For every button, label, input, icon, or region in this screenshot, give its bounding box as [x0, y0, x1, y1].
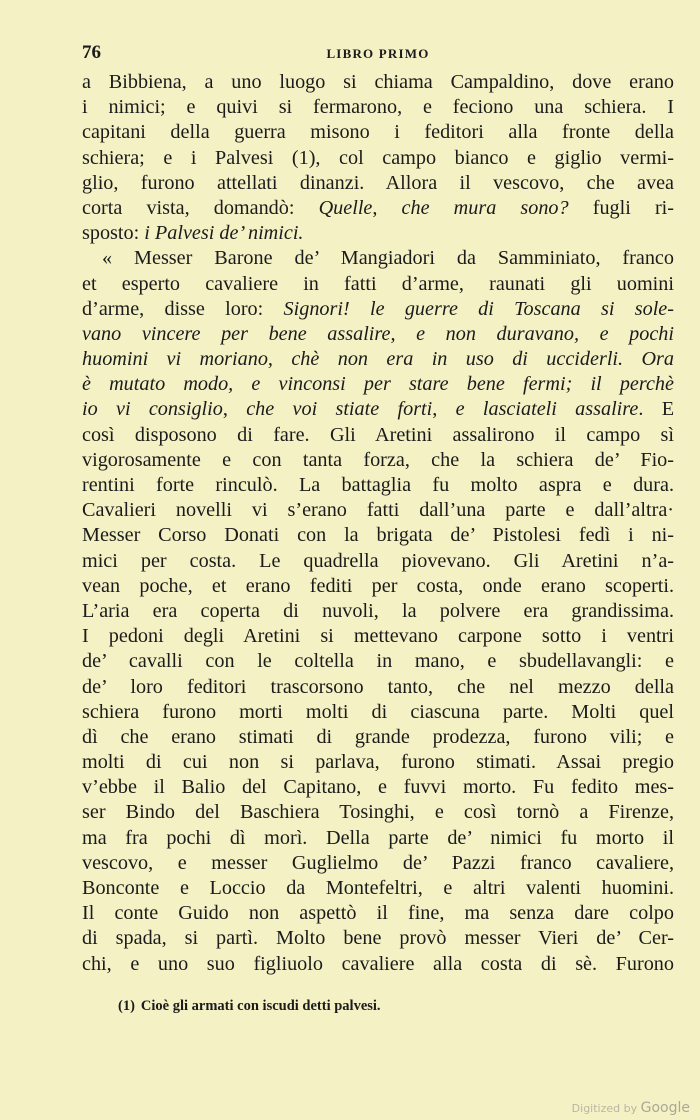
text-line	[82, 700, 674, 725]
italic-text-run: Signori! le guerre di Toscana si sole-	[283, 297, 674, 320]
text-run: molti di cui non si parlava, furono stimati. Assai pregio	[82, 751, 674, 774]
text-run: vean poche, et erano fediti per costa, onde erano scoperti.	[82, 574, 674, 597]
italic-text-run: io vi consiglio	[82, 398, 223, 421]
text-run: de’ loro feditori trascorsono tanto, che nel mezzo della	[82, 675, 674, 698]
text-line	[82, 397, 674, 422]
text-line	[82, 901, 674, 926]
text-run: vigorosamente e con tanta forza, che la schiera de’ Fio-	[82, 448, 674, 471]
text-run: i nimici; e quivi si fermarono, e feciono una schiera. I	[82, 96, 674, 119]
text-line	[82, 146, 674, 171]
text-run: Il conte Guido non aspettò il fine, ma senza dare colpo	[82, 902, 674, 925]
watermark-brand: Google	[640, 1100, 690, 1116]
text-line	[82, 549, 674, 574]
text-line	[82, 196, 674, 221]
text-run: v’ebbe il Balio del Capitano, e fuvvi morto. Fu fedito mes-	[82, 776, 674, 799]
text-line	[82, 876, 674, 901]
text-line	[82, 372, 674, 397]
text-line	[82, 574, 674, 599]
footnote	[118, 998, 638, 1015]
text-line	[82, 171, 674, 196]
text-line	[82, 725, 674, 750]
italic-text-run: Quelle	[318, 196, 373, 219]
text-run: ,	[432, 398, 456, 421]
italic-text-run: che voi stiate forti	[246, 398, 433, 421]
text-run: chi, e uno suo figliuolo cavaliere alla costa di sè. Furono	[82, 952, 674, 975]
text-run: sposto:	[82, 222, 145, 245]
text-line	[82, 926, 674, 951]
text-line	[82, 272, 674, 297]
text-run: I pedoni degli Aretini si mettevano carpone sotto i ventri	[82, 625, 674, 648]
text-run: glio, furono attellati dinanzi. Allora il vescovo, che avea	[82, 171, 674, 194]
italic-text-run: e lasciateli assalire	[455, 398, 639, 421]
italic-text-run: huomini vi moriano, chè non era in uso di ucciderli. Ora	[82, 348, 674, 371]
text-line	[82, 95, 674, 120]
text-run: così disposono di fare. Gli Aretini assalirono il campo sì	[82, 423, 674, 446]
text-run: di spada, si partì. Molto bene provò messer Vieri de’ Cer-	[82, 927, 674, 950]
footnote-text: Cioè gli armati con iscudi detti palvesi.	[140, 998, 381, 1014]
text-line	[82, 246, 674, 271]
text-line	[82, 826, 674, 851]
text-run: L’aria era coperta di nuvoli, la polvere era grandissima.	[82, 599, 674, 622]
text-run: schiera; e i Palvesi (1), col campo bianco e giglio vermi-	[82, 146, 674, 169]
text-run: ,	[372, 196, 402, 219]
text-run: d’arme, disse loro:	[82, 297, 284, 320]
footnote-mark: (1)	[118, 998, 135, 1014]
text-line	[82, 448, 674, 473]
text-run: de’ cavalli con le coltella in mano, e sbudellavangli: e	[82, 650, 674, 673]
text-line	[82, 675, 674, 700]
text-run: schiera furono morti molti di ciascuna parte. Molti quel	[82, 700, 674, 723]
running-head: LIBRO PRIMO	[326, 46, 430, 61]
text-line	[82, 498, 674, 523]
text-line	[82, 297, 674, 322]
italic-text-run: che mura sono?	[401, 196, 569, 219]
text-line	[82, 70, 674, 95]
text-run: ,	[222, 398, 247, 421]
text-line	[82, 599, 674, 624]
text-run: . E	[638, 398, 675, 421]
text-run: et esperto cavaliere in fatti d’arme, raunati gli uomini	[82, 272, 674, 295]
text-run: « Messer Barone de’ Mangiadori da Samminiato, franco	[102, 247, 674, 270]
text-run: Messer Corso Donati con la brigata de’ Pistolesi fedì i ni-	[82, 524, 674, 547]
text-run: ma fra pochi dì morì. Della parte de’ nimici fu morto il	[82, 826, 674, 849]
text-line	[82, 952, 674, 977]
italic-text-run: i Palvesi de’ nimici.	[144, 222, 304, 245]
text-line	[82, 624, 674, 649]
italic-text-run: vano vincere per bene assalire, e non duravano, e pochi	[82, 322, 674, 345]
text-run: corta vista, domandò:	[82, 196, 319, 219]
watermark-prefix: Digitized by	[571, 1102, 638, 1115]
text-run: mici per costa. Le quadrella piovevano. Gli Aretini n’a-	[82, 549, 674, 572]
text-run: Bonconte e Loccio da Montefeltri, e altri valenti huomini.	[82, 877, 674, 899]
text-line	[82, 851, 674, 876]
text-line	[82, 649, 674, 674]
text-run: fugli ri-	[568, 196, 675, 219]
text-run: Cavalieri novelli vi s’erano fatti dall’una parte e dall’altra·	[82, 499, 674, 522]
text-line	[82, 120, 674, 145]
text-run: ser Bindo del Baschiera Tosinghi, e così tornò a Firenze,	[82, 801, 674, 824]
text-run: vescovo, e messer Guglielmo de’ Pazzi franco cavaliere,	[82, 851, 674, 874]
text-line	[82, 347, 674, 372]
digitized-watermark	[572, 1100, 690, 1116]
text-run: dì che erano stimati di grande prodezza, furono vili; e	[82, 725, 674, 748]
text-line	[82, 523, 674, 548]
text-run: rentini forte rinculò. La battaglia fu molto aspra e dura.	[82, 474, 674, 496]
text-line	[82, 221, 674, 246]
text-line	[82, 473, 674, 498]
italic-text-run: è mutato modo, e vinconsi per stare bene fermi; il perchè	[82, 373, 674, 396]
page-header	[82, 42, 674, 70]
text-line	[82, 423, 674, 448]
text-line	[82, 800, 674, 825]
page-number: 76	[82, 42, 101, 63]
text-line	[82, 322, 674, 347]
text-run: capitani della guerra misono i feditori alla fronte della	[82, 121, 674, 144]
body-text	[82, 70, 674, 977]
text-line	[82, 775, 674, 800]
text-run: a Bibbiena, a uno luogo si chiama Campaldino, dove erano	[82, 71, 674, 93]
text-line	[82, 750, 674, 775]
